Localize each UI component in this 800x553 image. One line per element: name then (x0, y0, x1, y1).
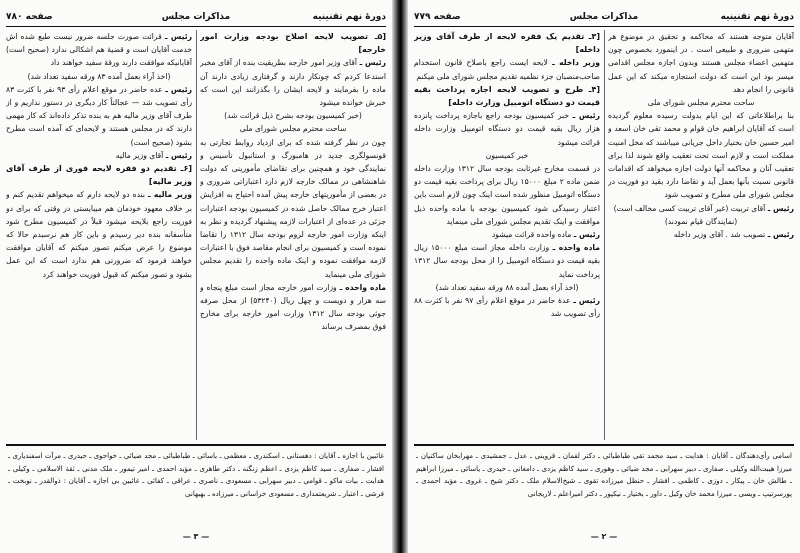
paragraph (200, 109, 386, 122)
paragraph-text: عده حاضر در موقع اعلام رأی ۹۳ نفر با کثرت ۸۳ رأی تصویب شد — عجالتاً کار دیگری در دستور نداریم و از طرف آقای وزیر مالیه هم به بنده تذکر داده‌اند که کار مهمی دارند که در مجلس هستند و لایحه‌ای که آمده است مطرح بشود (صحیح است) (6, 84, 192, 147)
paragraph (6, 30, 192, 70)
paragraph-text: بنده دو لایحه دارم که میخواهم تقدیم کنم و بر خلاف معهود خودمان هم میبایستی در وقتی که برای دو فوریت راجع بلایحه میشود قبلاً در کمیسیون مطرح شود متأسفانه بنده دیر رسیدم و باین کار هم نرسیدم حالا که موضوع را عرض میکنم تصور میکنم که آقایان موافقت خواهند فرمود که ضرورتی هم ندارد است که این عمل بشود و تصور میکنم که قبول فوریت خواهند کرد (6, 190, 192, 279)
paragraph-text: قرائت صورت جلسه ضرور نیست طبع شده اش خدمت آقایان است و قضیهٔ هم اشکالی ندارد (صحیح است) آقایانیکه موافقت دارند ورقهٔ سفید خواهند داد (6, 32, 192, 68)
paragraph (414, 294, 600, 320)
paragraph (414, 149, 600, 162)
paragraph (414, 228, 600, 241)
paragraph-text: وزارت داخله مجاز است مبلغ ۱۵۰۰۰ ریال بقیه قیمت دو دستگاه اتومبیل را از محل بودجه سال ۱۳۱۲ پرداخت نماید (414, 243, 600, 279)
speaker-name: رئیس ـ (767, 230, 794, 240)
speaker-name: رئیس ـ (572, 111, 600, 121)
speaker-name: رئیس ـ (573, 296, 600, 306)
paragraph-text: لایحه ایست راجع باصلاح قانون استخدام صاحب‌منصبان جزء نظمیه تقدیم مجلس شورای ملی میکنم (414, 58, 600, 81)
paragraph-text: چون در نظر گرفته شده که برای ازدیاد روابط تجارتی به قونسولگری جدید در هامبورگ و استانبول تأسیس و نمایندگی خود و همچنین برای تقاضای مأمورینی که دولت شاهنشاهی در ممالک خارجه لازم دارد اعتباراتی ضروری و در بعضی از مأموریتهای خارجه پیش آمده احتیاج به افزایش اعتبار خرج ممالک حاصل شده در کمیسیون بودجه اعتبارات جزئی در عده‌ای از اعتبارات لازمه پیشنهاد گردیده و نظر به اینکه وزارت امور خارجه لزوم بودجه سال ۱۳۱۲ را تقاضا نموده است و کمیسیون برای انجام مقاصد فوق با اعتبارات لازمه موافقت نموده و اینک ماده واحده را تقدیم مجلس شورای ملی مینماید (200, 137, 386, 279)
paragraph-text: آقای وزیر مالیه (115, 150, 164, 160)
term-label: دورهٔ نهم تقنینیه (312, 12, 386, 22)
paragraph (200, 56, 386, 109)
paragraph (414, 241, 600, 281)
paragraph (6, 188, 192, 280)
section-divider (414, 444, 794, 446)
paragraph-text: عدهٔ حاضر در موقع اعلام رأی ۹۷ نفر با کثرت ۸۸ رأی تصویب شد (414, 296, 600, 319)
speaker-name: رئیس ـ (165, 150, 192, 160)
paragraph (608, 109, 794, 201)
text-column-left (414, 30, 600, 440)
footer-page-number: — ۳ — (182, 532, 210, 541)
paragraph (608, 30, 794, 96)
section-heading (414, 30, 600, 56)
paragraph (608, 202, 794, 215)
attendance-list: غائبین با اجازه ـ آقایان : دهستانی ـ اسکندری ـ معظمی ـ یاسائی ـ طباطبائی ـ مجد ضیائی ـ خواجوی ـ حیدری ـ مرآت اسفندیاری ـ افشار ـ صفاری ـ سید کاظم یزدی ـ اعظم زنگنه ـ دکتر طاهری ـ مؤید احمدی ـ امیر تیمور ـ ملک مدنی ـ ثقة الاسلامی ـ وکیلی ـ هدایت ـ بیات ماکو ـ قوامی ـ دبیر سهرابی ـ مسعودی ـ ناصری ـ عراقی ـ کفائی ـ غائبین بی اجازه ـ آقایان : ذوالقدر ـ نوبخت ـ فرشی ـ اعتبار ـ شریعتمداری ـ مسعودی خراسانی ـ میرزاده ـ بهبهانی (8, 452, 384, 498)
text-column-left (6, 30, 192, 440)
paragraph-text: ساحت محترم مجلس شورای ملی (239, 124, 347, 134)
paragraph (608, 228, 794, 241)
text-column-right (200, 30, 386, 440)
paragraph-text: [۴ـ طرح و تصویب لایحه اجازه پرداخت بقیه قیمت دو دستگاه اتومبیل وزارت داخله] (414, 84, 600, 108)
page-number: صفحه ۷۷۹ (414, 12, 461, 22)
section-divider (6, 444, 386, 446)
paragraph (414, 281, 600, 294)
paragraph (608, 96, 794, 109)
speaker-name: ماده واحده ـ (339, 282, 386, 292)
paragraph-text: تصویب شد . آقای وزیر داخله (673, 230, 766, 240)
paragraph (414, 162, 600, 228)
attendance-list: اسامی رأی‌دهندگان ـ آقایان : هدایت ـ سید محمد تقی طباطبائی ـ دکتر لقمان ـ قزوینی ـ عدل ـ جمشیدی ـ مهرابخان ساکنیان ـ میرزا هیبت‌الله وکیلی ـ صفاری ـ دبیر سهرابی ـ مجد ضیائی ـ وهوری ـ سید کاظم یزدی ـ دامغانی ـ حیدری ـ یاسائی ـ میرزا ابراهیم ـ طالش خان ـ پیکار ـ دوزی ـ کاظمی ـ افشار ـ حنظل میرزاده تقوی ـ شیخ‌الاسلام ملک ـ دکتر شیخ ـ غروی ـ مؤید احمدی ـ پورسرتیپ ـ ویسی ـ میرزا محمد خان وکیل ـ داور ـ بختیار ـ نیکپور ـ دکتر امیراعلم ـ لاریجانی (416, 452, 792, 498)
paragraph-text: بنا براطلاعاتی که این ایام بدولت رسیده معلوم گردیده است که آقایان ابراهیم خان قوام و محمد تقی خان اسعد و امیر حسین خان بختیار داخل جریانی میباشند که مخل امنیت مملکت است و لازم است تحت تعقیب واقع شوند لذا برای تعقیب آنان و محاکمه آنها دولت اجازه میخواهد که اقدامات قانونی نسبت بآنها بعمل آید و تقاضا دارد بقید دو فوریت در مجلس شورای ملی مطرح و تصویب شود (608, 111, 794, 200)
page-header (414, 10, 794, 27)
speaker-name: رئیس ـ (165, 84, 192, 94)
footer-page-number: — ۲ — (590, 532, 618, 541)
speaker-name: رئیس ـ (573, 230, 600, 240)
page-header (6, 10, 386, 27)
left-page (0, 0, 392, 553)
text-column-right (608, 30, 794, 440)
paragraph-text: [۵ـ تصویب لایحه اصلاح بودجه وزارت امور خارجه] (200, 32, 386, 55)
paragraph (200, 122, 386, 135)
page-number: صفحه ۷۸۰ (6, 12, 53, 22)
paragraph-text: (خبر کمیسیون بودجه بشرح ذیل قرائت شد) (224, 111, 362, 121)
paragraph-text: (اخذ آراء بعمل آمده ۸۸ ورقه سفید تعداد شد) (435, 282, 579, 292)
paragraph-text: آقایان متوجه هستند که محاکمه و تحقیق در موضوع هر متهمی ضروری و طبیعی است . در اینمورد بخصوص چون متهمین اعضاء مجلس هستند وبدون اجازه مجلس اقدامی میسر بود این است که دولت استجازه میکند که این عمل قانونی را انجام دهد (608, 32, 794, 94)
speaker-name: وزیر مالیه ـ (148, 190, 192, 200)
paragraph (608, 215, 794, 228)
column-divider (604, 30, 605, 440)
paragraph-text: (نمایندگان قیام نمودند) (664, 216, 738, 226)
paragraph-text: (اخذ آراء بعمل آمده ۸۳ ورقه سفید تعداد شد) (27, 71, 171, 81)
speaker-name: رئیس ـ (767, 203, 794, 213)
running-title: مذاکرات مجلس (569, 12, 639, 22)
paragraph-text: آقای تربیت (غیر آقای تربیت کسی مخالف است) (613, 203, 766, 213)
speaker-name: رئیس ـ (164, 32, 192, 41)
running-title: مذاکرات مجلس (161, 12, 231, 22)
speaker-name: ماده واحده ـ (552, 243, 600, 253)
paragraph (414, 56, 600, 82)
section-heading (6, 162, 192, 188)
paragraph-text: خبر کمیسیون بودجه راجع باجازه پرداخت پانزده هزار ریال بقیه قیمت دو دستگاه اتومبیل وزارت داخله قرائت میشود (414, 111, 600, 147)
paragraph-text: در قسمت مخارج غیرثابت بودجه سال ۱۳۱۲ وزارت داخله ضمن ماده ۲ مبلغ ۱۵۰۰۰ ریال برای پرداخت بقیه قیمت دو دستگاه اتومبیل منظور شده است اینک چون لازم است باین اعتبار رسیدگی شود کمیسیون بودجه با ماده واحده ذیل موافقت و اینک تقدیم مجلس شورای ملی مینماید (414, 164, 600, 226)
speaker-name: رئیس ـ (359, 58, 386, 68)
paragraph (200, 281, 386, 334)
speaker-name: وزیر داخله ـ (552, 58, 600, 68)
column-divider (196, 30, 197, 440)
paragraph-text: ساحت محترم مجلس شورای ملی (647, 98, 755, 108)
term-label: دورهٔ نهم تقنینیه (720, 12, 794, 22)
right-page (408, 0, 800, 553)
section-heading (414, 83, 600, 109)
paragraph-text: خبر کمیسیون (485, 150, 529, 160)
paragraph-text: آقای وزیر امور خارجه بطریقیت بنده از آقای مخبر استدعا کردم که چونکار دارند و گرفتاری زیادی دارند آن ماده را بفرمایند و لایحه ایشان را بگذرانند این است که خبرش خوانده میشود (200, 58, 386, 108)
paragraph (414, 109, 600, 149)
paragraph-text: وزارت امور خارجه مجاز است مبلغ پنجاه و سه هزار و دویست و چهل ریال (۵۳۲۴۰) از محل صرفه جوئی بودجه سال ۱۳۱۲ وزارت امور خارجه برای مخارج فوق بمصرف برساند (200, 282, 386, 332)
paragraph-text: [۶ـ تقدیم دو فقره لایحه فوری از طرف آقای وزیر مالیه] (6, 164, 192, 187)
paragraph-text: [۳ـ تقدیم یک فقره لایحه از طرف آقای وزیر داخله] (414, 32, 600, 55)
paragraph (200, 136, 386, 281)
paragraph (6, 149, 192, 162)
section-heading (200, 30, 386, 56)
paragraph-text: ماده واحده قرائت میشود (491, 230, 572, 240)
paragraph (6, 83, 192, 149)
book-binding (392, 0, 408, 553)
paragraph (6, 70, 192, 83)
